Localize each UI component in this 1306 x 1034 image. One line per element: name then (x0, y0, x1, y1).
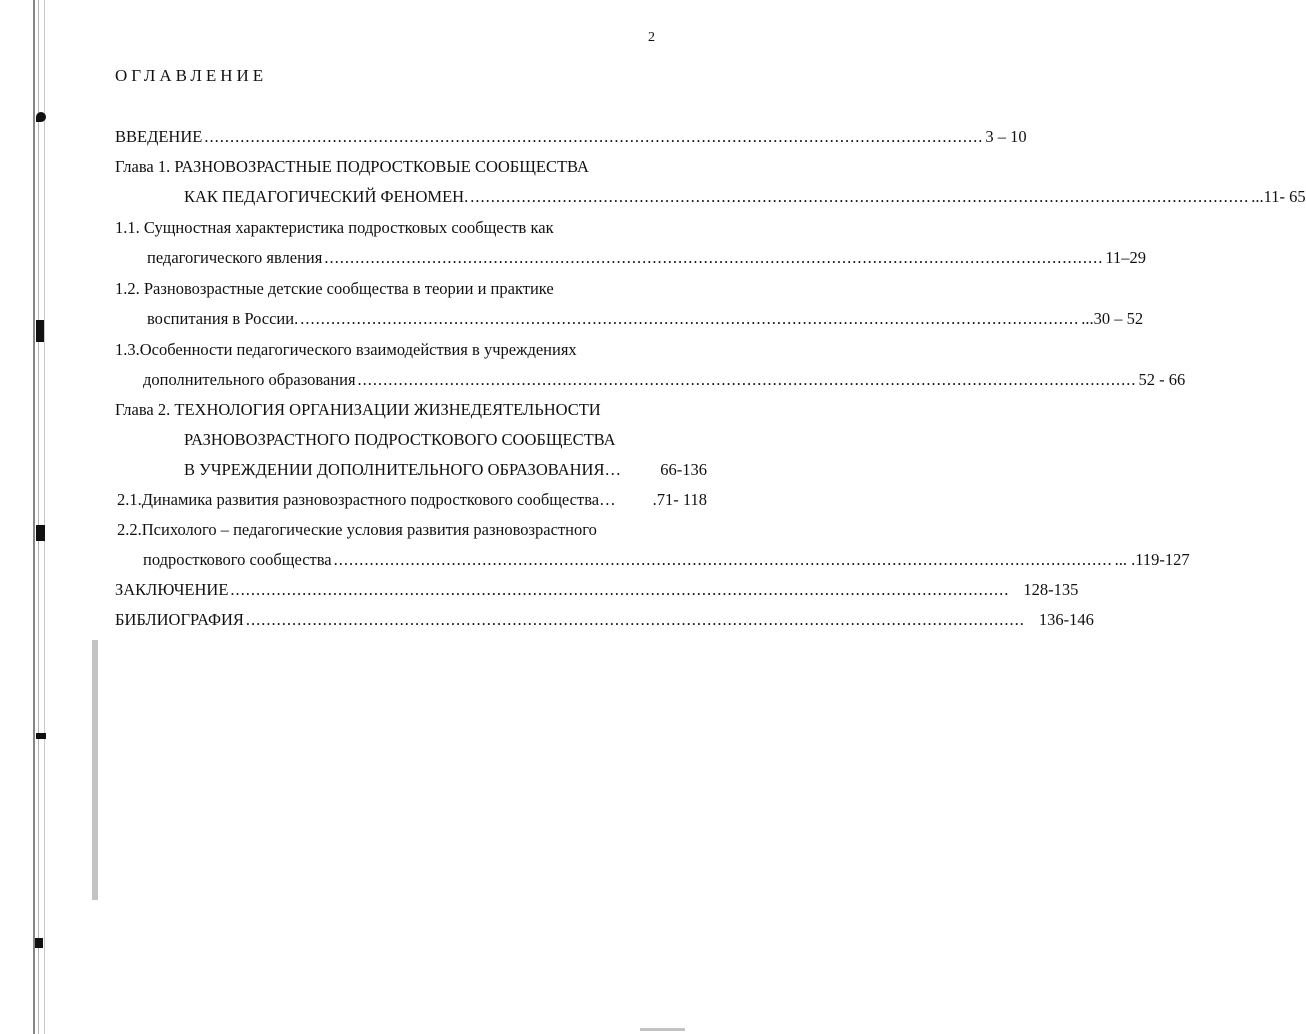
toc-entry-label: БИБЛИОГРАФИЯ (115, 610, 244, 629)
toc-entry-label: педагогического явления (147, 248, 323, 267)
toc-entry-section-2-2 (143, 550, 1190, 570)
scan-mark (36, 733, 46, 739)
toc-entry-label: дополнительного образования (143, 370, 356, 389)
toc-entry-bibliography (115, 610, 1094, 630)
scan-mark (36, 525, 45, 541)
toc-entry-conclusion (115, 580, 1079, 600)
scan-mark (36, 112, 46, 122)
dot-leader: ........................................................................................................................................................ (245, 610, 1025, 629)
toc-entry-section-1-3 (143, 370, 1186, 390)
scan-edge-line (44, 0, 45, 1034)
toc-entry-chapter1 (184, 187, 1306, 207)
toc-entry-pages: ... .119-127 (1114, 550, 1190, 569)
toc-entry-pages: 128-135 (1023, 580, 1079, 599)
toc-section-1-3-line1: 1.3.Особенности педагогического взаимодействия в учреждениях (115, 340, 577, 359)
toc-entry-label: воспитания в России. (147, 309, 299, 328)
toc-entry-label: подросткового сообщества (143, 550, 332, 569)
toc-section-1-2-line1: 1.2. Разновозрастные детские сообщества в теории и практике (115, 279, 554, 298)
toc-entry-pages: ...30 – 52 (1081, 309, 1144, 328)
toc-entry-pages: 11–29 (1105, 248, 1146, 267)
toc-entry-label: ЗАКЛЮЧЕНИЕ (115, 580, 229, 599)
toc-entry-pages: 52 - 66 (1138, 370, 1186, 389)
toc-heading: ОГЛАВЛЕНИЕ (115, 66, 268, 85)
dot-leader: ........................................................................................................................................................ (333, 550, 1113, 569)
toc-entry-section-1-1 (147, 248, 1146, 268)
toc-entry-section-1-2 (147, 309, 1144, 329)
toc-entry-label: КАК ПЕДАГОГИЧЕСКИЙ ФЕНОМЕН. (184, 187, 469, 206)
dot-leader: ........................................................................................................................................................ (470, 187, 1250, 206)
toc-entry-label: 2.1.Динамика развития разновозрастного подросткового сообщества… (117, 490, 616, 509)
dot-leader: ........................................................................................................................................................ (324, 248, 1104, 267)
toc-entry-pages: 3 – 10 (985, 127, 1027, 146)
toc-entry-pages: 66-136 (660, 460, 707, 479)
dot-leader: ........................................................................................................................................................ (300, 309, 1080, 328)
scan-edge-line (33, 0, 35, 1034)
scan-edge-line (38, 0, 39, 1034)
toc-entry-chapter2 (184, 460, 707, 480)
toc-entry-section-2-1 (117, 490, 707, 510)
toc-entry-pages: .71- 118 (652, 490, 707, 509)
toc-entry-pages: ...11- 65 (1251, 187, 1306, 206)
toc-entry-pages: 136-146 (1038, 610, 1094, 629)
dot-leader: ........................................................................................................................................................ (204, 127, 984, 146)
page-number: 2 (648, 30, 655, 45)
toc-entry-label: ВВЕДЕНИЕ (115, 127, 203, 146)
dot-leader: ........................................................................................................................................................ (357, 370, 1137, 389)
scan-noise (640, 1028, 685, 1031)
toc-chapter2-line2: РАЗНОВОЗРАСТНОГО ПОДРОСТКОВОГО СООБЩЕСТВА (184, 430, 616, 449)
toc-chapter2-line1: Глава 2. ТЕХНОЛОГИЯ ОРГАНИЗАЦИИ ЖИЗНЕДЕЯТЕЛЬНОСТИ (115, 400, 601, 419)
dot-leader: ........................................................................................................................................................ (230, 580, 1010, 599)
toc-section-1-1-line1: 1.1. Сущностная характеристика подростковых сообществ как (115, 218, 554, 237)
scan-noise (92, 640, 98, 900)
scan-mark (35, 938, 43, 948)
scan-mark (36, 320, 44, 342)
toc-entry-label: В УЧРЕЖДЕНИИ ДОПОЛНИТЕЛЬНОГО ОБРАЗОВАНИЯ… (184, 460, 621, 479)
toc-section-2-2-line1: 2.2.Психолого – педагогические условия развития разновозрастного (117, 520, 597, 539)
toc-entry-intro (115, 127, 1027, 147)
toc-chapter1-line1: Глава 1. РАЗНОВОЗРАСТНЫЕ ПОДРОСТКОВЫЕ СООБЩЕСТВА (115, 157, 589, 176)
